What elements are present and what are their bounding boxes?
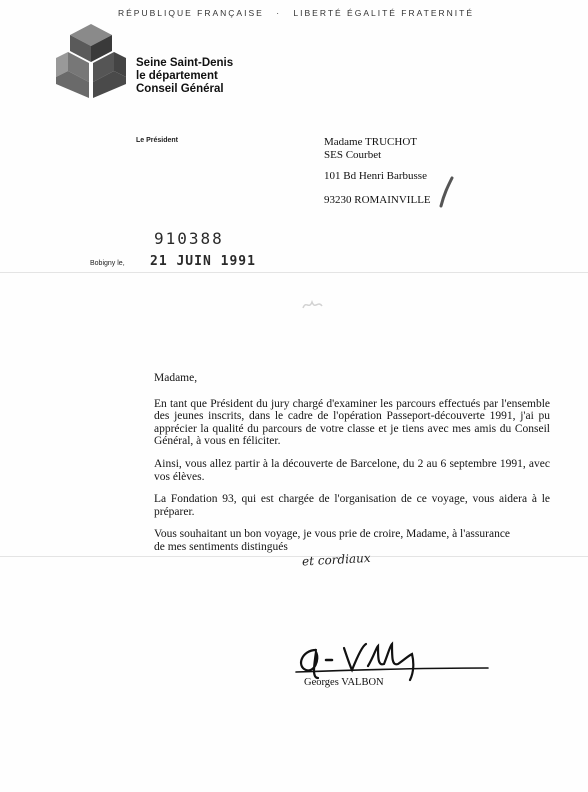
handwritten-addition-text: et cordiaux <box>301 550 371 569</box>
motto-separator: · <box>276 8 282 18</box>
paragraph: Ainsi, vous allez partir à la découverte de Barcelone, du 2 au 6 septembre 1991, avec vos élèves. <box>154 457 550 483</box>
reference-number: 910388 <box>154 229 224 248</box>
org-line: le département <box>136 70 218 82</box>
handwritten-addition <box>300 549 400 569</box>
org-line: Seine Saint-Denis <box>136 57 234 69</box>
date-stamp: 21 JUIN 1991 <box>150 254 256 269</box>
salutation: Madame, <box>154 372 198 384</box>
republic-motto <box>118 8 518 18</box>
department-name <box>136 57 233 96</box>
recipient-address <box>324 136 431 206</box>
recipient-school: SES Courbet <box>324 148 382 161</box>
signatory-name: Georges VALBON <box>304 677 384 688</box>
recipient-city: 93230 ROMAINVILLE <box>324 193 431 206</box>
pen-mark-icon <box>436 176 456 210</box>
fold-line <box>0 556 588 557</box>
recipient-name: Madame TRUCHOT <box>324 136 417 148</box>
motto-right: LIBERTÉ ÉGALITÉ FRATERNITÉ <box>293 8 475 18</box>
sender-title: Le Président <box>136 137 179 144</box>
motto-left: RÉPUBLIQUE FRANÇAISE <box>118 8 264 18</box>
paragraph: En tant que Président du jury chargé d'examiner les parcours effectués par l'ensemble des jeunes inscrits, dans le cadre de l'opération Passeport-découverte 1991, j'ai pu apprécier la qualité du parcours de votre classe et je tiens avec mes amis du Conseil Général, à vous en féliciter. <box>154 397 550 448</box>
department-cube-logo-icon <box>54 22 128 100</box>
paragraph: La Fondation 93, qui est chargée de l'organisation de ce voyage, vous aidera à le préparer. <box>154 493 550 518</box>
org-line: Conseil Général <box>136 83 224 95</box>
recipient-street: 101 Bd Henri Barbusse <box>324 170 427 182</box>
faint-mark-icon <box>300 296 328 314</box>
place-label: Bobigny le, <box>90 260 125 267</box>
closing-line: Vous souhaitant un bon voyage, je vous prie de croire, Madame, à l'assurance <box>154 528 511 541</box>
fold-line <box>0 272 588 273</box>
closing-line: de mes sentiments distingués <box>154 540 288 553</box>
letter-body <box>154 372 550 554</box>
